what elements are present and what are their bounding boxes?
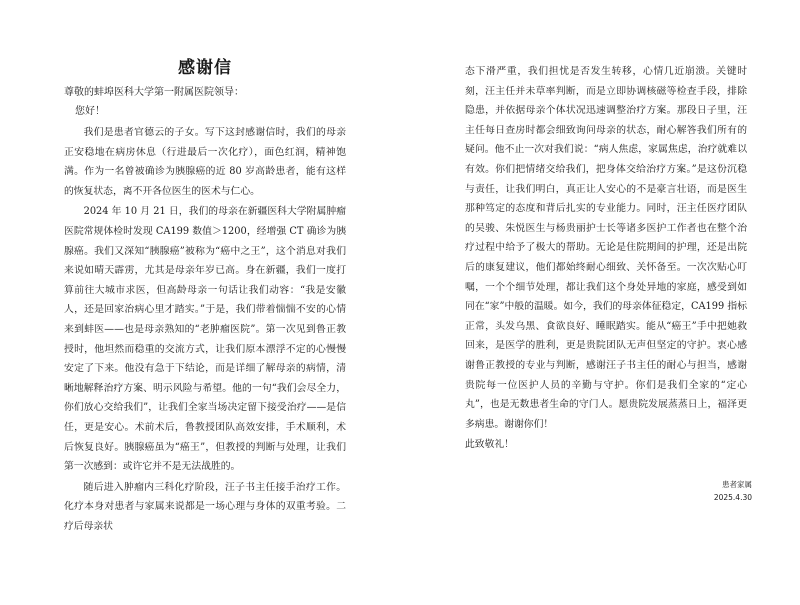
letter-paragraph: 2024 年 10 月 21 日，我们的母亲在新疆医科大学附属肿瘤医院常规体检时发现 CA199 数值＞1200，经增强 CT 确诊为胰腺癌。我们又深知“胰腺癌”被称为“癌中之王”，这个消息对我们来说如晴天霹雳，尤其是母亲年岁已高。身在新疆，我们一度打算前往大城市求医，但高龄母亲一句话让我们动容：“我是安徽人，还是回家治病心里才踏实。”于是，我们带着惴惴不安的心情来到蚌医——也是母亲熟知的“老肿瘤医院”。第一次见到鲁正教授时，他坦然而稳重的交流方式，让我们原本漂浮不定的心慢慢安定了下来。他没有急于下结论，而是详细了解母亲的病情，清晰地解释治疗方案、明示风险与希望。他的一句“我们会尽全力，你们放心交给我们”，让我们全家当场决定留下接受治疗——是信任，更是安心。术前术后，鲁教授团队高效安排，手术顺利，术后恢复良好。胰腺癌虽为“癌王”，但教授的判断与处理，让我们第一次感到：或许它并不是无法战胜的。 — [64, 206, 346, 473]
letter-date: 2025.4.30 — [713, 493, 752, 502]
letter-paragraph: 我们是患者官德云的子女。写下这封感谢信时，我们的母亲正安稳地在病房休息（行进最后一次化疗），面色红润，精神饱满。作为一名曾被确诊为胰腺癌的近 80 岁高龄患者，能有这样的恢复状态，离不开各位医生的医术与仁心。 — [64, 127, 346, 197]
letter-closing: 此致敬礼！ — [465, 439, 514, 451]
letter-greeting: 您好！ — [75, 106, 105, 117]
letter-title: 感谢信 — [178, 58, 232, 78]
left-column — [64, 58, 346, 536]
right-column — [465, 62, 747, 455]
letter-paragraph: 随后进入肿瘤内三科化疗阶段，汪子书主任接手治疗工作。化疗本身对患者与家属来说都是一场心理与身体的双重考验。二疗后母亲状 — [64, 481, 346, 532]
letter-signature: 患者家属 — [722, 480, 752, 489]
signature-block — [714, 478, 752, 504]
letter-salutation: 尊敬的蚌埠医科大学第一附属医院领导： — [64, 87, 244, 98]
letter-paragraph-continued: 态下滑严重，我们担忧是否发生转移，心情几近崩溃。关键时刻，汪主任并未草率判断，而是立即协调核磁等检查手段，排除隐患，并依据母亲个体状况迅速调整治疗方案。那段日子里，汪主任每日查房时都会细致询问母亲的状态，耐心解答我们所有的疑问。他不止一次对我们说：“病人焦虑，家属焦虑，治疗就难以有效。你们把情绪交给我们，把身体交给治疗方案。”是这份沉稳与责任，让我们明白，真正让人安心的不是豪言壮语，而是医生那种笃定的态度和背后扎实的专业能力。同时，汪主任医疗团队的吴骏、朱悦医生与杨贵丽护士长等诸多医护工作者也在整个治疗过程中给予了极大的帮助。无论是住院期间的护理，还是出院后的康复建议，他们都始终耐心细致、关怀备至。一次次贴心叮嘱，一个个细节处理，都让我们这个身处异地的家庭，感受到如同在“家”中般的温暖。如今，我们的母亲体征稳定，CA199 指标正常，头发乌黑、食欲良好、睡眠踏实。能从“癌王”手中把她救回来，是医学的胜利，更是贵院团队无声但坚定的守护。衷心感谢鲁正教授的专业与判断，感谢汪子书主任的耐心与担当，感谢贵院每一位医护人员的辛勤与守护。你们是我们全家的“定心丸”，也是无数患者生命的守门人。愿贵院发展蒸蒸日上，福泽更多病患。谢谢你们！ — [465, 66, 747, 430]
letter-page-right — [400, 0, 800, 605]
